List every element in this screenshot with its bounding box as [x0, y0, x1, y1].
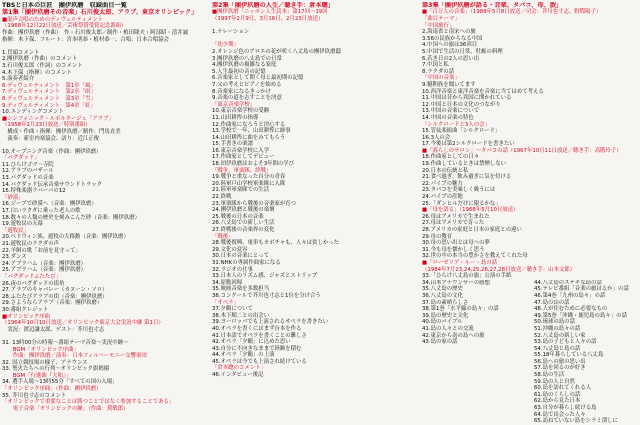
list-item: 5.中国で生活の日常、牡蛎の料理	[422, 48, 503, 55]
list-item: 20.日本の伝統と私	[422, 167, 469, 174]
list-item: 27.母はアメリカで育った	[422, 220, 485, 227]
list-item: 演奏：新室内楽協会、語り：近江正俊	[2, 135, 100, 142]
list-item: 44.オペラ「夕鶴」の上演	[212, 352, 275, 359]
section-heading: 「バグダッド」	[2, 155, 40, 162]
list-item: 52.八丈島の新しい家	[534, 332, 586, 339]
list-item: 31.NHKの專属作曲家になる	[212, 259, 281, 266]
section-heading: 「オリンピックで重要なことは勝つことではなく参加することである」	[2, 399, 175, 406]
section-heading: 6.ディヴェルティメント 第1章「風」	[2, 82, 96, 89]
list-item: 59.島の人と自然	[534, 378, 575, 385]
section-heading: ■團伊玖磨「ニッポン人生読本」第17回～19回	[212, 9, 328, 16]
volume-2-title: 第2集「團伊玖磨の人生／聴き手：倉本聰」	[212, 2, 334, 9]
list-item: 25.戦後の日本の音楽	[212, 213, 264, 220]
section-heading: 作曲：團伊玖磨／演奏：日本フィルハーモニー交響楽団	[2, 353, 147, 360]
list-item: 43.自分に不向きなままで経験を積む	[212, 345, 302, 352]
section-heading: 「オペラ」	[212, 299, 239, 306]
list-item: 25.「ダンヒルだけに限るかな」	[422, 200, 501, 207]
list-item: 8.音楽家になるきっかけ	[212, 88, 272, 95]
list-item: 38.木下順二との出会い	[212, 312, 270, 319]
list-item: 7.父の考えとピアノを始める	[212, 81, 282, 88]
list-item: 21.遊牧民のラクダの声	[2, 241, 59, 247]
list-item: 11.中国は昔から異国に開かれている	[422, 95, 512, 102]
section-heading: （1964年10月10日放送／オリンピック東京大会実況中継 第1日）	[2, 320, 164, 327]
section-heading: （1997年2月9日、3月16日、2月23日放送）	[212, 16, 324, 22]
list-item: 46.第4巻「九州の島々」の話	[534, 292, 606, 299]
section-heading: （1968年12月22日放送／芸術祭賞受賞記念番組）	[2, 23, 127, 30]
list-item: 21.陸軍軍楽隊での生活	[212, 187, 270, 194]
list-item: 12.作曲家になろうと決心する	[212, 121, 286, 128]
list-item: 53.島の子どもと人々の話	[534, 339, 597, 346]
list-item: 54.八丈島と島の話	[534, 345, 581, 352]
list-item: 24.團伊玖磨と戦後の楽壇	[212, 207, 275, 214]
section-heading: 7.ディヴェルティメント 第2章「雨」	[2, 89, 96, 96]
list-item: 9.音楽の道を志すことを決意	[212, 95, 282, 102]
section-heading: 9.ディヴェルティメント 第4章「虹」	[2, 102, 96, 109]
section-heading: ■混声合唱のためのディヴェルティメント	[2, 16, 104, 23]
section-heading: BGM「行進曲『大和』」	[2, 372, 72, 379]
list-item: 62.島から見た日本	[534, 398, 581, 405]
list-item: 14.中国の音楽の特色	[422, 114, 474, 121]
list-item: 29.母の教育	[422, 233, 453, 240]
list-item: 11.ひらけゴマ～寺院	[2, 161, 54, 168]
list-item: 構成・作曲・指揮：團伊玖磨／制作：門馬直美	[2, 128, 121, 135]
list-item: 13.中国の音楽について	[422, 108, 479, 115]
list-item: 55.18年暮らしている八丈島	[534, 352, 604, 359]
list-item: 30.母の思い出とは母への夢	[422, 240, 490, 247]
list-item: 12.中国と日本の文化のつながり	[422, 101, 501, 108]
volume-3-list-left	[422, 280, 530, 425]
list-item: 23.軍楽隊から戦後の音楽家が育つ	[212, 200, 297, 207]
list-item: 38.第1巻「水平線の島々」の話	[422, 306, 499, 313]
section-heading: 「曲目テーマ」	[422, 16, 460, 22]
list-item: 51.沖縄の島々の話	[534, 325, 581, 332]
list-item: 30.日本の音楽にとって	[212, 253, 269, 260]
column-volume-2	[212, 2, 418, 379]
section-heading: ■シンフォニック・ルポルタージュ「アラブ」	[2, 115, 114, 122]
list-item: 19.作曲しているときは禁煙しない	[422, 161, 507, 168]
list-item: 26.八丈島での新しい生活	[212, 220, 275, 227]
list-item: 17.作曲家としてデビュー	[212, 154, 275, 161]
list-item: 18.作曲家としての日々	[422, 154, 480, 161]
list-item: 42.東京から南の島への旅	[422, 332, 485, 339]
list-item: 2.オレンジ色のアロエの花が咲く八丈島の團伊玖磨邸	[212, 48, 341, 55]
list-item: 35.八丈島の歴史	[422, 286, 463, 293]
list-item: 20.陸軍戸山学校軍楽隊に入隊	[212, 180, 286, 187]
list-item: 37.島の素晴らしさ	[422, 299, 469, 306]
list-item: 28.ふたたびアラブの街（音楽：團伊玖磨）	[2, 293, 108, 300]
list-item: 40.オペラを書くにはまず台本を作る	[212, 325, 302, 332]
list-item: 13.バグダッドの音楽	[2, 175, 54, 182]
list-item: 50.琉球の島の話	[534, 319, 575, 326]
list-item: 16.東京音楽学校に入学	[212, 147, 270, 154]
section-heading: ■「百万人の音楽」（1988年5月8日放送／司会：芥川也寸志、野際陽子）	[422, 9, 602, 16]
list-item: 14.山田耕筰に曲をみてもらう	[212, 134, 286, 141]
list-item: 20.ベドウィン族、遊牧の大移動（音楽：團伊玖磨）	[2, 234, 129, 241]
list-item: 1.ナレーション	[212, 29, 250, 36]
list-item	[2, 43, 208, 50]
list-item: 63.自分が暮らし続ける島	[534, 405, 597, 412]
list-title: TBSと日本の巨匠 團伊玖磨 収録曲目一覧	[2, 2, 127, 9]
list-item: 5.演奏者紹介	[2, 76, 35, 83]
list-item: 36.コンクールで芥川也寸志と1位を分け合う	[212, 292, 321, 299]
list-item: 34. 選手入場～13時55分「すべての国の入場」	[2, 379, 118, 386]
volume-3-list-right	[534, 280, 638, 425]
list-item: 25.アブラハム（音楽：團伊玖磨）	[2, 267, 87, 274]
section-heading: 「シルクロードと3人の会」	[422, 121, 490, 128]
list-item: 10.西洋音楽と東洋音楽を音楽に当てはめて考える	[422, 88, 544, 95]
section-heading: ■「暮らしのサロン」～タバコの話（1967年10月11日放送／聴き手：高階玲子）	[422, 147, 622, 154]
list-item: 32.ラジオの仕事	[212, 266, 253, 273]
list-item: 24.パイプの産地	[422, 194, 463, 201]
list-item: 指揮：木下保、フルート：宮本明恭・植村恭一、合唱：日本合唱協会	[2, 36, 169, 43]
list-item: 22.パイプの魅力	[422, 180, 463, 187]
list-item: 34.山本アナウンサーの感想	[422, 279, 490, 286]
list-item: 3.石川俊太郎（作詞）のコメント	[2, 62, 83, 69]
list-item: 2.海南省と南宋への旅	[422, 29, 476, 36]
list-item: 23.ダンス	[2, 254, 27, 261]
list-item: 29.さようならアラブ（音楽：團伊玖磨）	[2, 300, 103, 307]
list-item: 2.團伊玖磨（作曲）のコメント	[2, 56, 78, 63]
list-item: 26.母はアメリカで生まれた	[422, 213, 490, 220]
list-item: 18.数々の人類の歴史を刻みこんだ砂（音楽：團伊玖磨）	[2, 214, 140, 221]
list-item: 6.音楽家として開く母と最初期の記憶	[212, 75, 304, 82]
list-item: 31. 13時00分の時報～番組テーマ音楽～実況中継～	[2, 339, 129, 346]
list-item: 8.ラクダの話	[422, 68, 454, 75]
list-item: 10.エンディングコメント	[2, 109, 64, 116]
section-heading: ■オリンピック序曲	[2, 313, 51, 320]
list-item: 17.白いラクダに乗った老人の歌	[2, 208, 81, 215]
list-item: 24.アブラハム（音楽：團伊玖磨）	[2, 260, 87, 267]
section-heading: BGM「オリンピック序曲」	[2, 346, 79, 353]
list-item: 15.管弦楽組曲「シルクロード」	[422, 128, 501, 135]
list-item: 16.3人の会	[422, 134, 451, 141]
section-heading: 「東京音楽学校」	[212, 101, 256, 108]
list-item: 45.テレビ番組「音楽の旅はるか」の話	[534, 286, 629, 293]
list-item: 45.オペラは今でも上演され続けている	[212, 358, 307, 365]
list-item: 10.東京音楽学校の受験	[212, 108, 270, 115]
list-item: 22.終戦	[212, 194, 232, 201]
list-item	[2, 333, 208, 340]
list-item: 3.團伊玖磨の八丈島での日常	[212, 55, 282, 62]
list-item: 10.オープニング音楽（作曲：團伊玖磨）	[2, 148, 102, 155]
section-heading: 「戦後」	[212, 233, 234, 240]
list-item: 35. 芥川也寸志のコメント	[2, 392, 67, 399]
list-item: 27.終戦後の音楽界の変化	[212, 227, 275, 233]
list-item: 46.インタビュー後記	[212, 372, 264, 379]
list-item: 47.島の山の話	[534, 299, 570, 306]
list-item: 13.学校で一年、山田耕筰に師事	[212, 128, 291, 135]
column-volume-3	[422, 2, 638, 425]
list-item: 17.今後は第2シルクロードを書きたい	[422, 141, 515, 148]
list-item: 14.バグダッド伝承音楽サウンドトラック	[2, 181, 102, 188]
list-item: 42.オペラ「夕鶴」に込めた思い	[212, 339, 291, 346]
list-item: 4.中国への旅は36回目	[422, 42, 478, 49]
list-item: 43.島の家の話	[422, 339, 458, 346]
list-item: 15.手書きの楽譜	[212, 141, 253, 148]
list-item: 4.木下保（指揮）のコメント	[2, 69, 72, 76]
section-heading: 「中国の音楽」	[422, 75, 460, 82]
section-heading: 「バグダッドふたたび」	[2, 273, 61, 280]
section-heading: （1984年7月23,24,25,26,27,28日放送／聴き手：山本文郎）	[422, 266, 576, 273]
list-item: 11.山田耕筰の指導	[212, 114, 259, 121]
list-item: 作曲：團伊玖磨（作曲） 作・石川俊太郎／制作・植田隆夫・阿部昭・清井誠	[2, 30, 188, 36]
section-heading: 8.ディヴェルティメント 第3章「雪」	[2, 95, 96, 102]
list-item: 48.人が住むために必要なもの	[534, 306, 608, 313]
list-item: 15.特殊楽器ラバーバの12	[2, 188, 66, 195]
list-item: 31.今も母を懐かしく思う	[422, 246, 485, 253]
list-item: 3.56の民族からなる中国	[422, 35, 483, 42]
list-item: 1.冒頭コメント	[2, 49, 40, 56]
section-heading: 「中国旅行」	[422, 22, 455, 29]
section-heading: 「オリンピック序曲」（作曲：團伊玖磨）	[2, 386, 102, 393]
list-item: 18.団伊玖磨はおよそ3年間の学び	[212, 161, 295, 168]
list-item: 6.若き日の2人の思い出	[422, 55, 480, 62]
list-item: 実況：渡辺謙太郎、ゲスト：芥川也寸志	[2, 326, 105, 333]
list-item: 65.訪ねていない島をシラミ潰しに	[534, 418, 618, 425]
list-item: 21.食べ過ぎ、飲み過ぎに気を付ける	[422, 174, 512, 181]
list-item: 33.日本人のリズム感、ジャズとストリップ	[212, 273, 318, 280]
section-heading: 「戦争、軍楽隊、終戦」	[212, 167, 272, 174]
list-item: 41.島の人々との交流	[422, 325, 474, 332]
list-item: 49.第5巻「沖縄・鹿児島の島々」の話	[534, 312, 627, 319]
list-item: 61.島のくらしの話	[534, 391, 581, 398]
list-item: 40.島のバイブル	[422, 319, 463, 326]
volume-1-title: 第1集「團伊玖磨その音楽」石川俊太郎、アラブ、東京オリンピック」	[2, 9, 198, 17]
list-item: 33.「ひらけ八丈島の旅」公演の手紙	[422, 273, 512, 280]
list-item: 34.原點回帰	[212, 279, 243, 286]
section-heading: 「砂漠」	[2, 194, 24, 201]
section-heading: ■「ローゼリア・ルー・島の話	[422, 259, 498, 266]
list-item: 36.八丈島の文化	[422, 292, 463, 299]
section-heading: 「幼少期」	[212, 42, 239, 49]
list-item: 5.人生最初の音の記憶	[212, 68, 266, 75]
section-heading: 「倉本聰のコメント」	[212, 365, 266, 372]
column-volume-1	[2, 2, 208, 412]
list-item: 33. 聖火たちへの行列～オリンピック旗掲揚	[2, 366, 110, 373]
list-item: 39.ヨーロッパでも上演されるオペラを書きたい	[212, 319, 329, 326]
list-item: 28.戦後復興、電車もカボチャも、人々は貧しかった	[212, 240, 340, 247]
list-item: 12.アラブのバザール	[2, 168, 54, 175]
list-item: 60.島を訪れてくれる人	[534, 385, 592, 392]
list-item: 19.戦争と重なった自分の青春	[212, 174, 286, 181]
list-item	[2, 142, 208, 149]
list-item: 32. 国立競技場の様子、アナウンス	[2, 359, 88, 366]
list-item: 16.ジープで砂漠へ（音楽：團伊玖磨）	[2, 201, 97, 208]
list-item	[212, 36, 418, 43]
list-item: 9.韃靼族を聞いてます	[422, 81, 476, 88]
volume-3-title: 第3集「團伊玖磨が語る・音楽、タバコ、母、旅」	[422, 2, 563, 9]
section-heading: ■「母を語る」（1968年5月10日放送）	[422, 207, 519, 214]
list-item: 27.アラブのキャバレー（カヌーン・ソロ）	[2, 287, 108, 294]
list-item: 32.世の中の本当の豊かさを教えてくれた母	[422, 253, 528, 260]
list-item: 23.タバコを美味しく吸うには	[422, 187, 496, 194]
list-item: 30.番組クレジット	[2, 306, 49, 313]
list-item: 29.文化の変容	[212, 246, 248, 253]
section-heading: 電子音楽「オリンピックの鐘」（作曲：黛敏郎）	[2, 405, 129, 412]
list-item: 39.島の歴史と文化	[422, 312, 469, 319]
list-item: 56.島への旅の思い出	[534, 358, 586, 365]
list-item: 26.夜のバグダッドの街角	[2, 280, 65, 287]
list-item: 37.夕鶴について	[212, 306, 253, 313]
list-item: 4.團伊玖磨の複雑なる家庭	[212, 62, 277, 69]
list-item: 57.島を回るのが好き	[534, 365, 586, 372]
list-item: 35.映画音楽を多数担当	[212, 286, 270, 293]
list-item: 44.八丈島のステキな島の話	[534, 279, 602, 286]
list-item: 7.中国と私	[422, 62, 449, 69]
section-heading: 「遊牧民」	[2, 227, 29, 234]
list-item: 64.島で出会った人々	[534, 411, 586, 418]
list-item: 58.島の生活	[534, 372, 565, 379]
list-item: 28.アメリカの家庭と日本の家庭との違い	[422, 227, 522, 233]
list-item: 41.日本語でオペラを書くことの難しさ	[212, 332, 307, 339]
section-heading: （1958年2月23日放送／特別番組）	[2, 122, 91, 129]
list-item: 22.羊飼の歌「お前を見守って」	[2, 247, 81, 254]
list-item: 19.遊牧民の天幕	[2, 221, 43, 228]
